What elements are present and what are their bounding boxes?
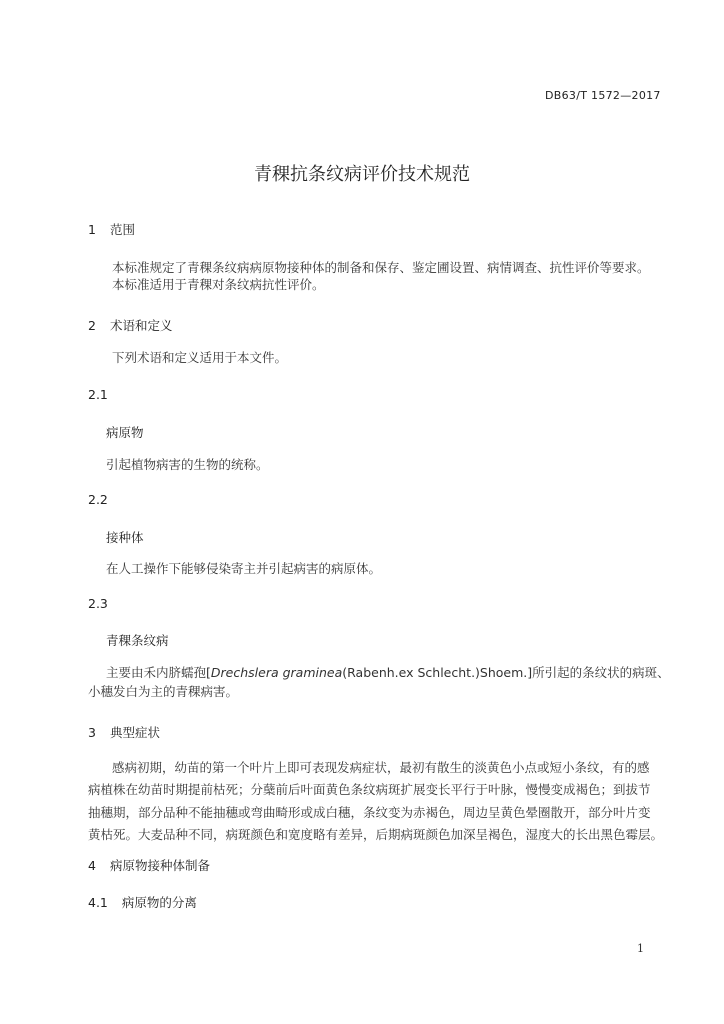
term-name: 病原物 [106,425,144,440]
paragraph-line: 黄枯死。大麦品种不同，病斑颜色和宽度略有差异，后期病斑颜色加深呈褐色，湿度大的长出黑色霉层。 [88,827,664,842]
term-definition: 在人工操作下能够侵染寄主并引起病害的病原体。 [106,561,382,576]
section-number: 4 [88,858,96,873]
section-4-heading [88,856,210,874]
section-title: 范围 [109,222,135,237]
subsection-title: 病原物的分离 [121,895,197,910]
term-name: 接种体 [106,530,144,545]
subsection-number: 4.1 [88,895,108,910]
section-title: 典型症状 [109,725,160,740]
document-title: 青稞抗条纹病评价技术规范 [254,164,470,185]
section-number: 1 [88,222,96,237]
standard-number: DB63/T 1572—2017 [545,89,661,102]
definition-text: (Rabenh.ex Schlecht.)Shoem.]所引起的条纹状的病斑、 [342,665,670,680]
section-number: 2 [88,318,96,333]
subsection-4-1-heading [88,893,197,911]
section-title: 术语和定义 [109,318,173,333]
page-number: 1 [637,942,644,955]
paragraph-line: 抽穗期，部分品种不能抽穗或弯曲畸形或成白穗，条纹变为赤褐色，周边呈黄色晕圈散开，部分叶片变 [88,805,651,820]
paragraph: 本标准规定了青稞条纹病病原物接种体的制备和保存、鉴定圃设置、病情调查、抗性评价等要求。 [112,260,650,275]
term-definition: 引起植物病害的生物的统称。 [106,457,269,472]
term-number: 2.3 [88,596,108,611]
paragraph: 下列术语和定义适用于本文件。 [112,350,288,365]
section-number: 3 [88,725,96,740]
paragraph-line: 感病初期，幼苗的第一个叶片上即可表现发病症状，最初有散生的淡黄色小点或短小条纹，有的感 [112,760,650,775]
term-name: 青稞条纹病 [106,633,169,648]
section-2-heading [88,316,172,334]
term-number: 2.1 [88,387,108,402]
term-definition-continued: 小穗发白为主的青稞病害。 [88,684,239,699]
paragraph-line: 病植株在幼苗时期提前枯死；分蘖前后叶面黄色条纹病斑扩展变长平行于叶脉，慢慢变成褐色；到拔节 [88,782,651,797]
section-title: 病原物接种体制备 [109,858,210,873]
section-3-heading [88,723,160,741]
definition-text: 主要由禾内脐蠕孢[ [106,665,211,680]
scientific-name: Drechslera graminea [210,665,343,680]
section-1-heading [88,220,135,238]
term-number: 2.2 [88,492,108,507]
paragraph: 本标准适用于青稞对条纹病抗性评价。 [112,277,325,292]
